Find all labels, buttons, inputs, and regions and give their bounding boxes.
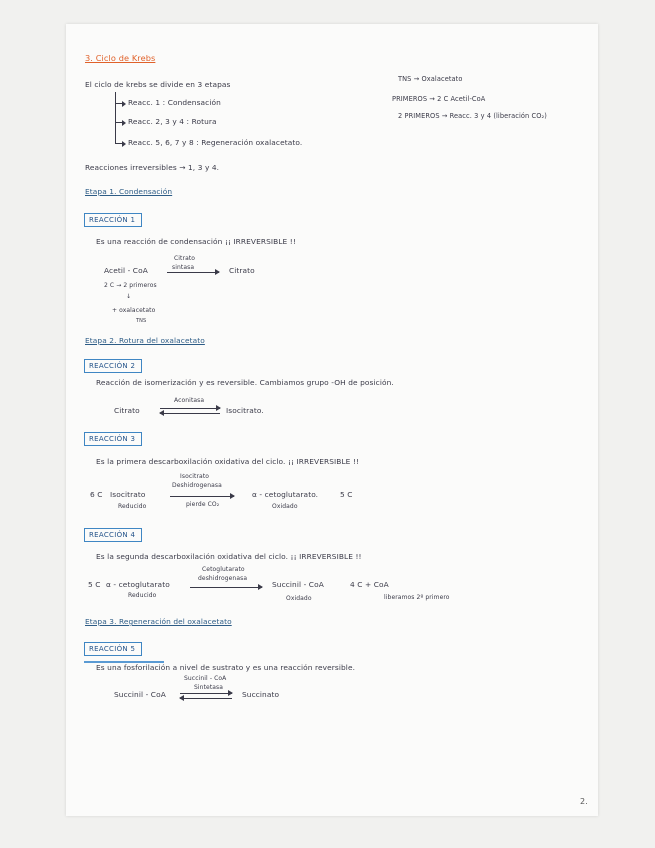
reaction-2-enzyme: Aconitasa (174, 397, 205, 404)
reaction-3-prefix: 6 C (90, 490, 103, 499)
side-note-tns: TNS → Oxalacetato (398, 75, 463, 83)
reaction-5-enzyme-bottom: Sintetasa (194, 684, 224, 691)
branch-arrow-3 (116, 143, 124, 144)
branch-arrow-1 (116, 103, 124, 104)
reaction-5-forward-arrow (180, 693, 232, 694)
reaction-1-enzyme-bottom: sintasa (172, 264, 195, 271)
reaction-3-product-state: Oxidado (272, 503, 298, 510)
reaction-1-note-oxalacetato: + oxalacetato (112, 307, 156, 314)
reaction-3-enzyme-top: Isocitrato (180, 473, 210, 480)
irreversible-note: Reacciones irreversibles → 1, 3 y 4. (85, 163, 220, 172)
etapa-item-2: Reacc. 2, 3 y 4 : Rotura (128, 117, 217, 126)
etapa-1-heading: Etapa 1. Condensación (85, 187, 173, 196)
reaction-1-product: Citrato (229, 266, 255, 275)
reaction-4-arrow (190, 587, 262, 588)
reaction-2-product: Isocitrato. (226, 406, 264, 415)
side-note-2-primeros: 2 PRIMEROS → Reacc. 3 y 4 (liberación CO₂) (398, 112, 547, 120)
reaction-1-enzyme-top: Citrato (174, 255, 196, 262)
reaction-4-product: Succinil - CoA (272, 580, 324, 589)
reaction-4-description: Es la segunda descarboxilación oxidativa del ciclo. ¡¡ IRREVERSIBLE !! (96, 552, 362, 561)
etapa-3-heading: Etapa 3. Regeneración del oxalacetato (85, 617, 232, 626)
reaction-3-co2-note: pierde CO₂ (186, 501, 220, 508)
branch-line (115, 92, 121, 144)
reaction-4-reactant: α - cetoglutarato (106, 580, 170, 589)
reaction-4-reactant-state: Reducido (128, 592, 157, 599)
reaction-3-reactant: Isocitrato (110, 490, 146, 499)
reaction-2-label: REACCIÓN 2 (84, 359, 142, 373)
reaction-4-enzyme-bottom: deshidrogenasa (198, 575, 248, 582)
etapa-item-3: Reacc. 5, 6, 7 y 8 : Regeneración oxalacetato. (128, 138, 303, 147)
reaction-5-reverse-arrow (180, 698, 232, 699)
reaction-2-description: Reacción de isomerización y es reversible. Cambiamos grupo -OH de posición. (96, 378, 394, 387)
reaction-2-forward-arrow (160, 408, 220, 409)
reaction-1-note-carbons: 2 C → 2 primeros (104, 282, 157, 289)
reaction-3-enzyme-bottom: Deshidrogenasa (172, 482, 222, 489)
reaction-5-reactant: Succinil - CoA (114, 690, 166, 699)
reaction-4-extra: 4 C + CoA (350, 580, 389, 589)
reaction-5-description: Es una fosforilación a nivel de sustrato y es una reacción reversible. (96, 663, 356, 672)
side-note-primeros: PRIMEROS → 2 C Acetil-CoA (392, 95, 486, 103)
reaction-1-down-arrow: ↓ (126, 293, 132, 300)
reaction-5-product: Succinato (242, 690, 280, 699)
etapa-2-heading: Etapa 2. Rotura del oxalacetato (85, 336, 205, 345)
reaction-3-product: α - cetoglutarato. (252, 490, 319, 499)
reaction-3-reactant-state: Reducido (118, 503, 147, 510)
reaction-4-extra-note: liberamos 2º primero (384, 594, 450, 601)
reaction-1-arrow (167, 272, 219, 273)
reaction-4-enzyme-top: Cetoglutarato (202, 566, 245, 573)
reaction-5-enzyme-top: Succinil - CoA (184, 675, 227, 682)
section-title: 3. Ciclo de Krebs (85, 53, 156, 63)
intro-text: El ciclo de krebs se divide en 3 etapas (85, 80, 231, 89)
reaction-3-description: Es la primera descarboxilación oxidativa del ciclo. ¡¡ IRREVERSIBLE !! (96, 457, 360, 466)
reaction-3-arrow (170, 496, 234, 497)
reaction-1-label: REACCIÓN 1 (84, 213, 142, 227)
reaction-5-label: REACCIÓN 5 (84, 642, 142, 656)
branch-arrow-2 (116, 122, 124, 123)
reaction-1-description: Es una reacción de condensación ¡¡ IRREVERSIBLE !! (96, 237, 296, 246)
page-number: 2. (580, 797, 588, 806)
reaction-3-label: REACCIÓN 3 (84, 432, 142, 446)
reaction-4-product-state: Oxidado (286, 595, 312, 602)
reaction-4-label: REACCIÓN 4 (84, 528, 142, 542)
reaction-2-reactant: Citrato (114, 406, 140, 415)
reaction-4-prefix: 5 C (88, 580, 101, 589)
etapa-item-1: Reacc. 1 : Condensación (128, 98, 221, 107)
reaction-3-suffix: 5 C (340, 490, 353, 499)
reaction-2-reverse-arrow (160, 413, 220, 414)
reaction-1-reactant: Acetil - CoA (104, 266, 148, 275)
reaction-1-note-tns: TNS (136, 318, 147, 324)
